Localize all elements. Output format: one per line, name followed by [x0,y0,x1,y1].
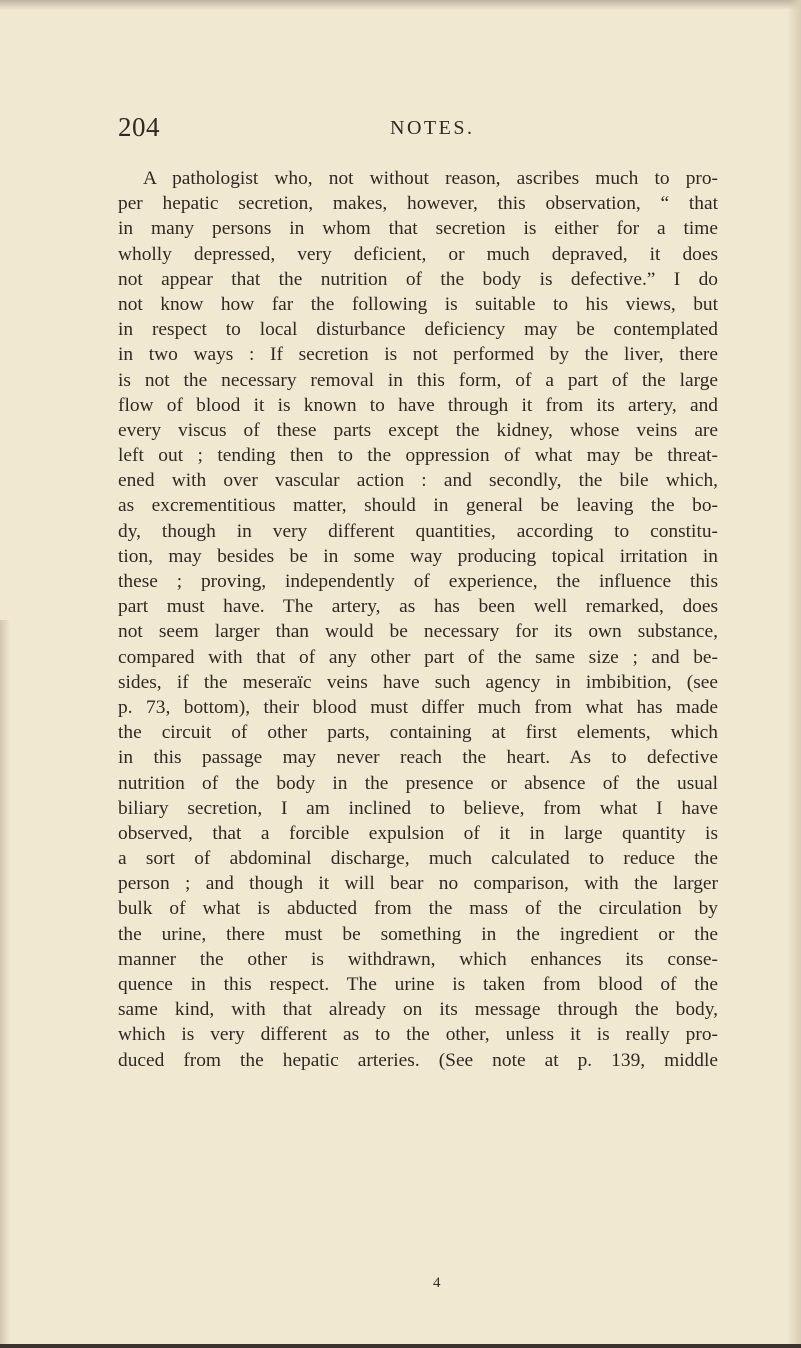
text-line: not seem larger than would be necessary for its own substance, [118,621,718,643]
text-line: a sort of abdominal discharge, much calculated to reduce the [118,848,718,870]
text-line: same kind, with that already on its message through the body, [118,999,718,1021]
text-line: in this passage may never reach the heart. As to defective [118,747,718,769]
page-number: 204 [118,112,160,142]
text-line: per hepatic secretion, makes, however, this observation, “ that [118,193,718,215]
text-line: sides, if the meseraïc veins have such agency in imbibition, (see [118,671,718,693]
text-line: is not the necessary removal in this form, of a part of the large [118,369,718,391]
text-line: ened with over vascular action : and secondly, the bile which, [118,470,718,492]
text-line: person ; and though it will bear no comparison, with the larger [118,873,718,895]
bottom-edge [0,1344,801,1348]
text-line: the urine, there must be something in the ingredient or the [118,923,718,945]
text-line: nutrition of the body in the presence or absence of the usual [118,772,718,794]
text-line: p. 73, bottom), their blood must differ much from what has made [118,696,718,718]
page-right-edge [787,0,801,1348]
text-line: in many persons in whom that secretion is either for a time [118,218,718,240]
text-line: A pathologist who, not without reason, ascribes much to pro- [143,168,718,189]
text-line: not know how far the following is suitable to his views, but [118,293,718,315]
text-line: every viscus of these parts except the kidney, whose veins are [118,419,718,441]
text-line: biliary secretion, I am inclined to believe, from what I have [118,797,718,819]
running-head [118,112,718,148]
header-title: NOTES. [390,117,475,139]
text-line: dy, though in very different quantities, according to constitu- [118,520,718,542]
signature-mark: 4 [433,1275,441,1291]
text-line: flow of blood it is known to have through it from its artery, and [118,394,718,416]
text-line: compared with that of any other part of the same size ; and be- [118,646,718,668]
text-line: these ; proving, independently of experience, the influence this [118,571,718,592]
text-line: as excrementitious matter, should in general be leaving the bo- [118,495,718,517]
page-left-edge [0,620,10,1348]
text-line: bulk of what is abducted from the mass of the circulation by [118,898,718,920]
page-top-shadow [0,0,801,10]
text-line: not appear that the nutrition of the body is defective.” I do [118,268,718,290]
text-line: manner the other is withdrawn, which enhances its conse- [118,948,718,970]
text-line: observed, that a forcible expulsion of it in large quantity is [118,822,718,844]
text-line: duced from the hepatic arteries. (See note at p. 139, middle [118,1049,718,1071]
text-line: in two ways : If secretion is not performed by the liver, there [118,344,718,366]
text-line: in respect to local disturbance deficiency may be contemplated [118,319,718,341]
text-line: quence in this respect. The urine is taken from blood of the [118,974,718,995]
text-line: left out ; tending then to the oppression of what may be threat- [118,445,718,467]
text-line: which is very different as to the other, unless it is really pro- [118,1024,718,1046]
text-line: part must have. The artery, as has been well remarked, does [118,596,718,618]
body-text [118,166,718,1073]
text-line: wholly depressed, very deficient, or much depraved, it does [118,243,718,265]
text-line: tion, may besides be in some way producing topical irritation in [118,545,718,567]
text-line: the circuit of other parts, containing at first elements, which [118,722,718,744]
